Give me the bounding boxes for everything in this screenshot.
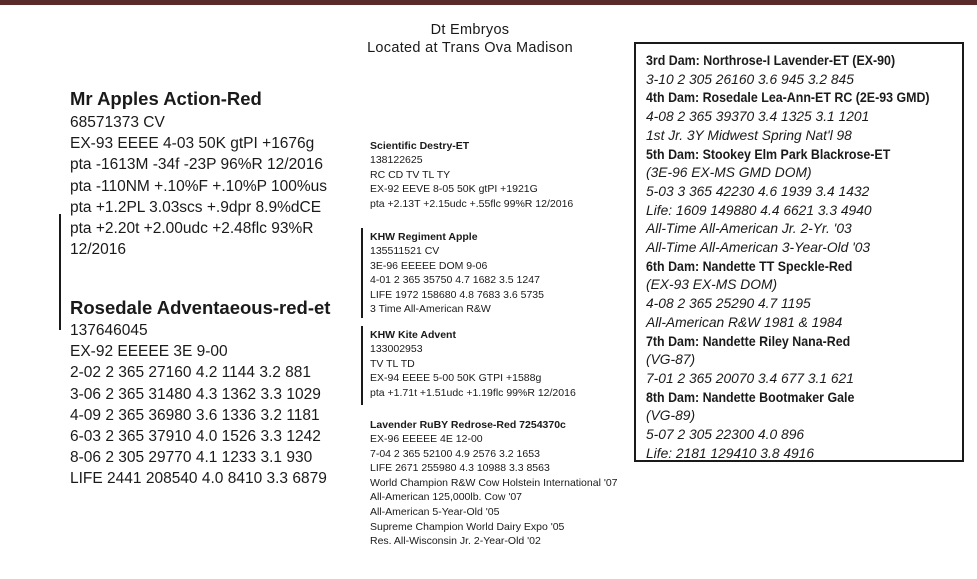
dam-line: 8-06 2 305 29770 4.1 1233 3.1 930	[70, 449, 313, 467]
dam-line: 137646045	[70, 322, 148, 339]
ancestor-line: 135511521 CV	[370, 245, 440, 257]
ancestor-line: 3E-96 EEEEE DOM 9-06	[370, 259, 488, 272]
page-title: Dt Embryos	[430, 22, 510, 38]
maternal-line-row: 5-07 2 305 22300 4.0 896	[646, 427, 805, 443]
maternal-line-row: 1st Jr. 3Y Midwest Spring Nat'l 98	[646, 127, 852, 143]
maternal-line-row: Life: 1609 149880 4.4 6621 3.3 4940	[646, 202, 872, 218]
maternal-line-row	[646, 89, 962, 108]
sire-line: 68571373 CV	[70, 114, 165, 131]
ancestor-line: 133002953	[370, 343, 423, 355]
sire-line: pta -1613M -34f -23P 96%R 12/2016	[70, 156, 324, 174]
ancestor-line: pta +2.13T +2.15udc +.55flc 99%R 12/2016	[370, 197, 574, 210]
dam-line: 4-09 2 365 36980 3.6 1336 3.2 1181	[70, 406, 320, 424]
sire-section	[70, 88, 370, 260]
ancestor-name: Scientific Destry-ET	[370, 140, 470, 152]
ancestor-line: World Champion R&W Cow Holstein International '07	[370, 476, 618, 489]
ancestor-line: LIFE 2671 255980 4.3 10988 3.3 8563	[370, 462, 550, 475]
sire-line: pta -110NM +.10%F +.10%P 100%us	[70, 177, 328, 195]
dam-line: LIFE 2441 208540 4.0 8410 3.3 6879	[70, 470, 327, 488]
ancestor-line: EX-96 EEEEE 4E 12-00	[370, 433, 483, 445]
dam-title: 5th Dam: Stookey Elm Park Blackrose-ET	[646, 146, 891, 162]
maternal-line-row: All-Time All-American 3-Year-Old '03	[646, 240, 871, 256]
maternal-line-box	[634, 42, 964, 462]
maternal-line-row	[646, 389, 962, 408]
ancestor-line: 4-01 2 365 35750 4.7 1682 3.5 1247	[370, 274, 540, 287]
page-header	[300, 21, 640, 57]
dam-of-dam-block	[370, 418, 650, 549]
dam-title: 4th Dam: Rosedale Lea-Ann-ET RC (2E-93 GMD)	[646, 90, 930, 106]
ancestor-line: EX-94 EEEE 5-00 50K GTPI +1588g	[370, 372, 542, 385]
ancestor-line: RC CD TV TL TY	[370, 168, 451, 181]
ancestor-bracket	[361, 326, 363, 405]
dam-line: 3-06 2 365 31480 4.3 1362 3.3 1029	[70, 385, 321, 403]
dam-title: 6th Dam: Nandette TT Speckle-Red	[646, 258, 853, 274]
location-text: Located at Trans Ova Madison	[367, 40, 573, 56]
maternal-line-row	[646, 146, 962, 165]
dam-title: 8th Dam: Nandette Bootmaker Gale	[646, 389, 855, 405]
maternal-line-row: (VG-89)	[646, 408, 696, 424]
dam-line: 6-03 2 365 37910 4.0 1526 3.3 1242	[70, 428, 321, 446]
top-border	[0, 0, 977, 5]
dam-name: Rosedale Adventaeous-red-et	[70, 297, 331, 318]
ancestor-line: All-American 5-Year-Old '05	[370, 505, 500, 518]
ancestor-bracket	[361, 228, 363, 318]
maternal-line-row	[646, 258, 962, 277]
maternal-line-row	[646, 52, 962, 71]
ancestor-line: All-American 125,000lb. Cow '07	[370, 491, 522, 504]
ancestor-name: Lavender RuBY Redrose-Red 7254370c	[370, 419, 566, 431]
sire-line: EX-93 EEEE 4-03 50K gtPI +1676g	[70, 135, 315, 153]
maternal-line-row: 4-08 2 365 25290 4.7 1195	[646, 296, 811, 312]
maternal-line-row: 4-08 2 365 39370 3.4 1325 3.1 1201	[646, 109, 870, 125]
pedigree-bracket	[59, 214, 61, 330]
ancestor-name: KHW Regiment Apple	[370, 231, 478, 243]
ancestor-line: pta +1.71t +1.51udc +1.19flc 99%R 12/2016	[370, 386, 576, 399]
dam-line: 2-02 2 365 27160 4.2 1144 3.2 881	[70, 364, 312, 382]
ancestor-line: LIFE 1972 158680 4.8 7683 3.6 5735	[370, 288, 544, 301]
ancestor-line: 7-04 2 365 52100 4.9 2576 3.2 1653	[370, 447, 540, 460]
sire-name: Mr Apples Action-Red	[70, 88, 262, 109]
sire-line: pta +2.20t +2.00udc +2.48flc 93%R	[70, 220, 314, 238]
ancestor-line: EX-92 EEVE 8-05 50K gtPI +1921G	[370, 183, 538, 196]
ancestor-line: Res. All-Wisconsin Jr. 2-Year-Old '02	[370, 535, 541, 548]
ancestor-line: TV TL TD	[370, 357, 415, 370]
sire-of-sire-block	[370, 139, 650, 211]
maternal-line-row: (VG-87)	[646, 352, 696, 368]
sire-line: pta +1.2PL 3.03scs +.9dpr 8.9%dCE	[70, 198, 322, 216]
dam-title: 7th Dam: Nandette Riley Nana-Red	[646, 333, 851, 349]
dam-title: 3rd Dam: Northrose-I Lavender-ET (EX-90)	[646, 53, 896, 68]
ancestor-line: 3 Time All-American R&W	[370, 303, 491, 316]
maternal-line-row: All-American R&W 1981 & 1984	[646, 314, 843, 330]
maternal-line-row: 3-10 2 305 26160 3.6 945 3.2 845	[646, 71, 854, 87]
sire-line: 12/2016	[70, 241, 127, 259]
ancestor-line: 138122625	[370, 154, 423, 166]
maternal-line-row: 7-01 2 365 20070 3.4 677 3.1 621	[646, 370, 854, 386]
dam-section	[70, 296, 370, 490]
maternal-line-row: Life: 2181 129410 3.8 4916	[646, 445, 815, 461]
sire-of-dam-block	[370, 328, 650, 400]
maternal-line-row: (3E-96 EX-MS GMD DOM)	[646, 165, 812, 181]
ancestor-line: Supreme Champion World Dairy Expo '05	[370, 520, 565, 533]
dam-of-sire-block	[370, 230, 650, 317]
maternal-line-row	[646, 333, 962, 352]
maternal-line-row: 5-03 3 365 42230 4.6 1939 3.4 1432	[646, 183, 870, 199]
ancestor-name: KHW Kite Advent	[370, 329, 456, 341]
dam-line: EX-92 EEEEE 3E 9-00	[70, 343, 228, 361]
maternal-line-row: (EX-93 EX-MS DOM)	[646, 277, 778, 293]
maternal-line-row: All-Time All-American Jr. 2-Yr. '03	[646, 221, 852, 237]
